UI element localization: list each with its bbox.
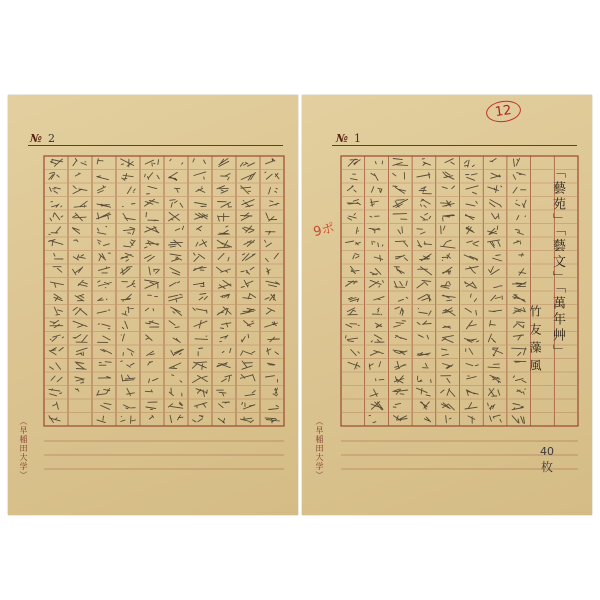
sheet-count [540, 445, 554, 475]
page-marker-rule-left [28, 145, 283, 146]
page-number-right: 1 [353, 132, 361, 145]
page-marker-right: № 1 [336, 132, 361, 145]
manuscript-heading: 「藝苑」「藝文」「萬年艸」 [550, 165, 565, 360]
manuscript-sheet-left [8, 95, 298, 515]
page-marker-left: № 2 [30, 132, 55, 145]
sheet-count-unit: 枚 [540, 460, 553, 474]
manuscript-sheet-right [302, 95, 592, 515]
sheet-count-number: 40 [540, 445, 554, 458]
red-annotation: 9ポ [312, 220, 337, 241]
manuscript-author: 竹友藻風 [528, 305, 542, 377]
manuscript-grid-left [43, 155, 285, 477]
circled-page-number: 12 [485, 99, 522, 125]
page-number-left: 2 [47, 132, 55, 145]
paper-imprint-right: （早稲田大学） [315, 417, 324, 480]
paper-imprint-left: （早稲田大学） [19, 417, 28, 480]
page-marker-rule-right [332, 145, 577, 146]
